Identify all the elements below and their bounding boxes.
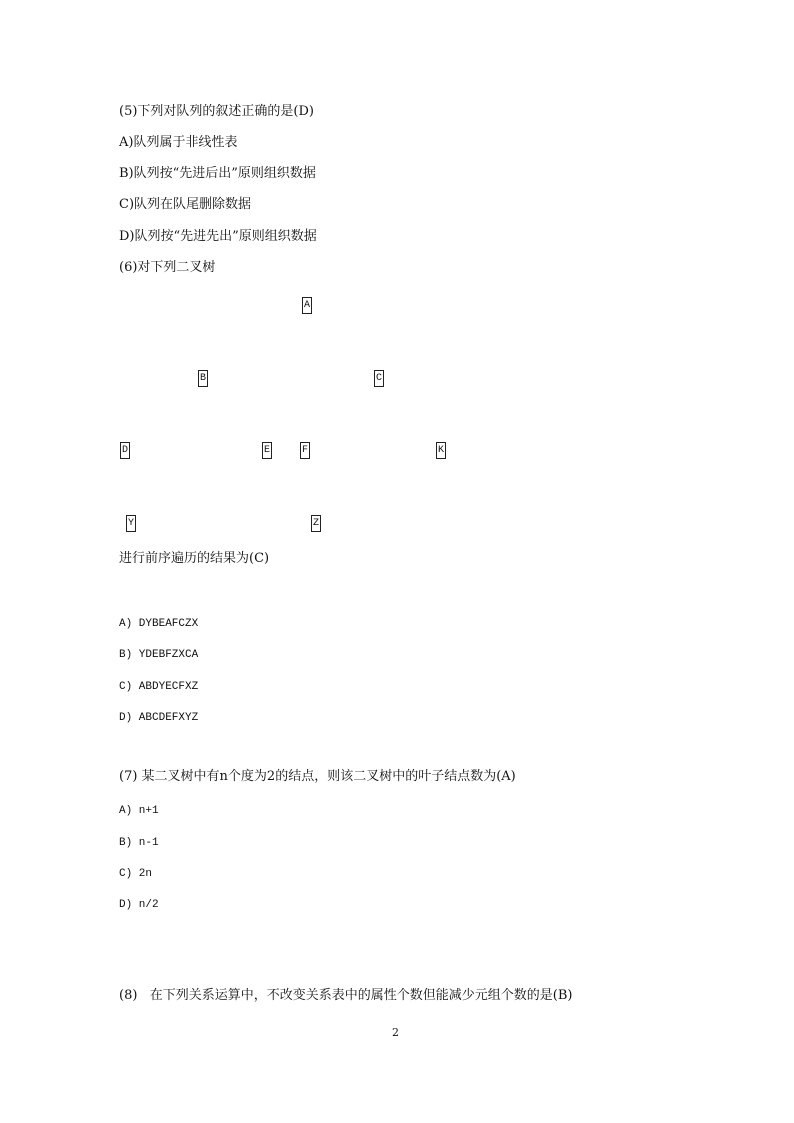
q5-option-d: D)队列按“先进先出”原则组织数据 bbox=[119, 229, 317, 244]
tree-node-y: Y bbox=[126, 515, 136, 532]
q7-stem: (7) 某二叉树中有n个度为2的结点，则该二叉树中的叶子结点数为(A) bbox=[119, 769, 516, 784]
tree-node-f: F bbox=[300, 442, 310, 459]
q7-option-b: B) n-1 bbox=[119, 837, 159, 849]
page-number: 2 bbox=[392, 1026, 399, 1039]
q5-stem: (5)下列对队列的叙述正确的是(D) bbox=[119, 104, 314, 119]
tree-node-k: K bbox=[436, 442, 446, 459]
q8-stem: (8) 在下列关系运算中，不改变关系表中的属性个数但能减少元组个数的是(B) bbox=[119, 988, 573, 1003]
tree-node-e: E bbox=[262, 442, 272, 459]
q6-question: 进行前序遍历的结果为(C) bbox=[119, 551, 270, 566]
q6-stem: (6)对下列二叉树 bbox=[119, 260, 216, 275]
q5-option-a: A)队列属于非线性表 bbox=[119, 135, 238, 150]
q6-option-b: B) YDEBFZXCA bbox=[119, 649, 199, 661]
q5-option-b: B)队列按“先进后出”原则组织数据 bbox=[119, 166, 316, 181]
q6-option-c: C) ABDYECFXZ bbox=[119, 681, 199, 693]
q5-option-c: C)队列在队尾删除数据 bbox=[119, 197, 252, 212]
tree-node-c: C bbox=[374, 370, 384, 387]
q7-option-c: C) 2n bbox=[119, 868, 153, 880]
q6-option-d: D) ABCDEFXYZ bbox=[119, 712, 199, 724]
tree-node-d: D bbox=[120, 442, 130, 459]
tree-node-z: Z bbox=[311, 515, 321, 532]
q7-option-a: A) n+1 bbox=[119, 805, 159, 817]
tree-node-b: B bbox=[198, 370, 208, 387]
q7-option-d: D) n/2 bbox=[119, 899, 159, 911]
q6-option-a: A) DYBEAFCZX bbox=[119, 618, 199, 630]
tree-node-a: A bbox=[302, 297, 312, 314]
